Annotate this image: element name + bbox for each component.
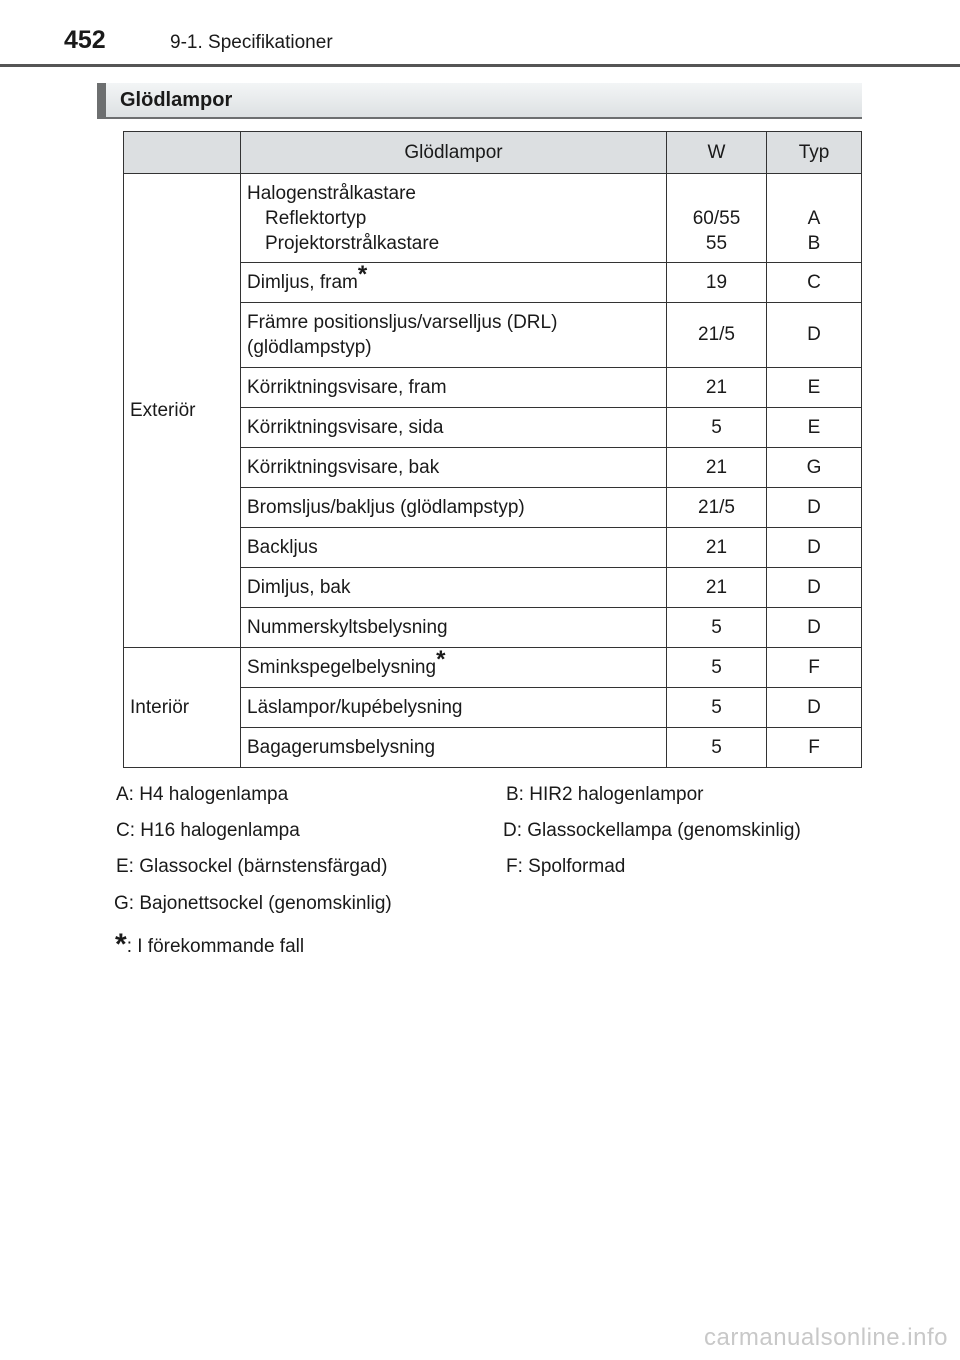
bulb-name-cell: Bromsljus/bakljus (glödlampstyp) <box>241 488 667 528</box>
legend-item: C: H16 halogenlampa <box>116 820 300 841</box>
header-cell-bulb: Glödlampor <box>241 132 667 174</box>
legend-item: E: Glassockel (bärnstensfärgad) <box>116 856 388 877</box>
footnote-text: : I förekommande fall <box>126 936 305 957</box>
footnote <box>115 928 304 962</box>
bulb-name: Sminkspegelbelysning <box>247 656 437 678</box>
footnote-star: * <box>436 645 446 673</box>
watt-cell: 21/5 <box>667 488 767 528</box>
legend-item: A: H4 halogenlampa <box>116 784 289 805</box>
type-cell: D <box>767 688 862 728</box>
type-cell: F <box>767 648 862 688</box>
type-cell <box>767 174 862 263</box>
table-row <box>124 648 862 688</box>
bulb-name-cont: (glödlampstyp) <box>247 337 372 358</box>
type-cell: D <box>767 608 862 648</box>
type-cell: C <box>767 263 862 303</box>
group-cell-exterior: Exteriör <box>124 174 241 648</box>
bulb-name-cell: Nummerskyltsbelysning <box>241 608 667 648</box>
header-cell-type: Typ <box>767 132 862 174</box>
bulb-name-cell <box>241 645 667 688</box>
table-header-row <box>124 132 862 174</box>
bulb-table <box>123 131 862 768</box>
watt-cell: 5 <box>667 408 767 448</box>
table-row <box>124 174 862 263</box>
bulb-name: Främre positionsljus/varselljus (DRL) <box>247 312 558 333</box>
watt-value: 55 <box>705 232 728 254</box>
watt-cell: 21 <box>667 368 767 408</box>
group-cell-interior: Interiör <box>124 648 241 768</box>
watt-cell: 21/5 <box>667 303 767 368</box>
watt-cell: 5 <box>667 608 767 648</box>
type-cell: D <box>767 568 862 608</box>
bulb-name-cell: Körriktningsvisare, fram <box>241 368 667 408</box>
header-cell-group <box>124 132 241 174</box>
bulb-name-cell <box>241 303 667 368</box>
watermark: carmanualsonline.info <box>704 1324 948 1351</box>
watt-cell: 21 <box>667 528 767 568</box>
bulb-name-cell <box>241 260 667 303</box>
page-number: 452 <box>64 26 106 54</box>
type-value: A <box>807 207 821 229</box>
bulb-name-cell <box>241 174 667 263</box>
watt-cell <box>667 174 767 263</box>
type-cell: E <box>767 368 862 408</box>
type-cell: D <box>767 488 862 528</box>
header-rule <box>0 64 960 67</box>
watt-cell: 5 <box>667 688 767 728</box>
section-heading <box>97 83 862 119</box>
bulb-name-cell: Läslampor/kupébelysning <box>241 688 667 728</box>
watt-cell: 19 <box>667 263 767 303</box>
type-cell: D <box>767 303 862 368</box>
type-cell: E <box>767 408 862 448</box>
bulb-name-cell: Dimljus, bak <box>241 568 667 608</box>
footnote-star: * <box>115 928 127 961</box>
header-cell-watt: W <box>667 132 767 174</box>
type-value: B <box>807 232 821 254</box>
bulb-subtype: Projektorstrålkastare <box>265 232 440 254</box>
legend-item: D: Glassockellampa (genomskinlig) <box>503 820 801 841</box>
bulb-name-cell: Bagagerumsbelysning <box>241 728 667 768</box>
bulb-name-cell: Körriktningsvisare, bak <box>241 448 667 488</box>
watt-cell: 21 <box>667 568 767 608</box>
chapter-title: 9-1. Specifikationer <box>170 32 333 53</box>
type-cell: F <box>767 728 862 768</box>
legend-item: G: Bajonettsockel (genomskinlig) <box>114 893 392 914</box>
legend-item: F: Spolformad <box>506 856 626 877</box>
bulb-subtype: Reflektortyp <box>265 207 367 229</box>
watt-cell: 5 <box>667 648 767 688</box>
bulb-name-cell: Backljus <box>241 528 667 568</box>
type-cell: D <box>767 528 862 568</box>
bulb-name-cell: Körriktningsvisare, sida <box>241 408 667 448</box>
bulb-name: Dimljus, fram <box>247 271 358 293</box>
watt-cell: 21 <box>667 448 767 488</box>
legend-item: B: HIR2 halogenlampor <box>506 784 704 805</box>
footnote-star: * <box>357 260 368 288</box>
type-cell: G <box>767 448 862 488</box>
bulb-name: Halogenstrålkastare <box>247 182 416 204</box>
watt-value: 60/55 <box>692 207 741 229</box>
section-title: Glödlampor <box>120 89 233 111</box>
watt-cell: 5 <box>667 728 767 768</box>
